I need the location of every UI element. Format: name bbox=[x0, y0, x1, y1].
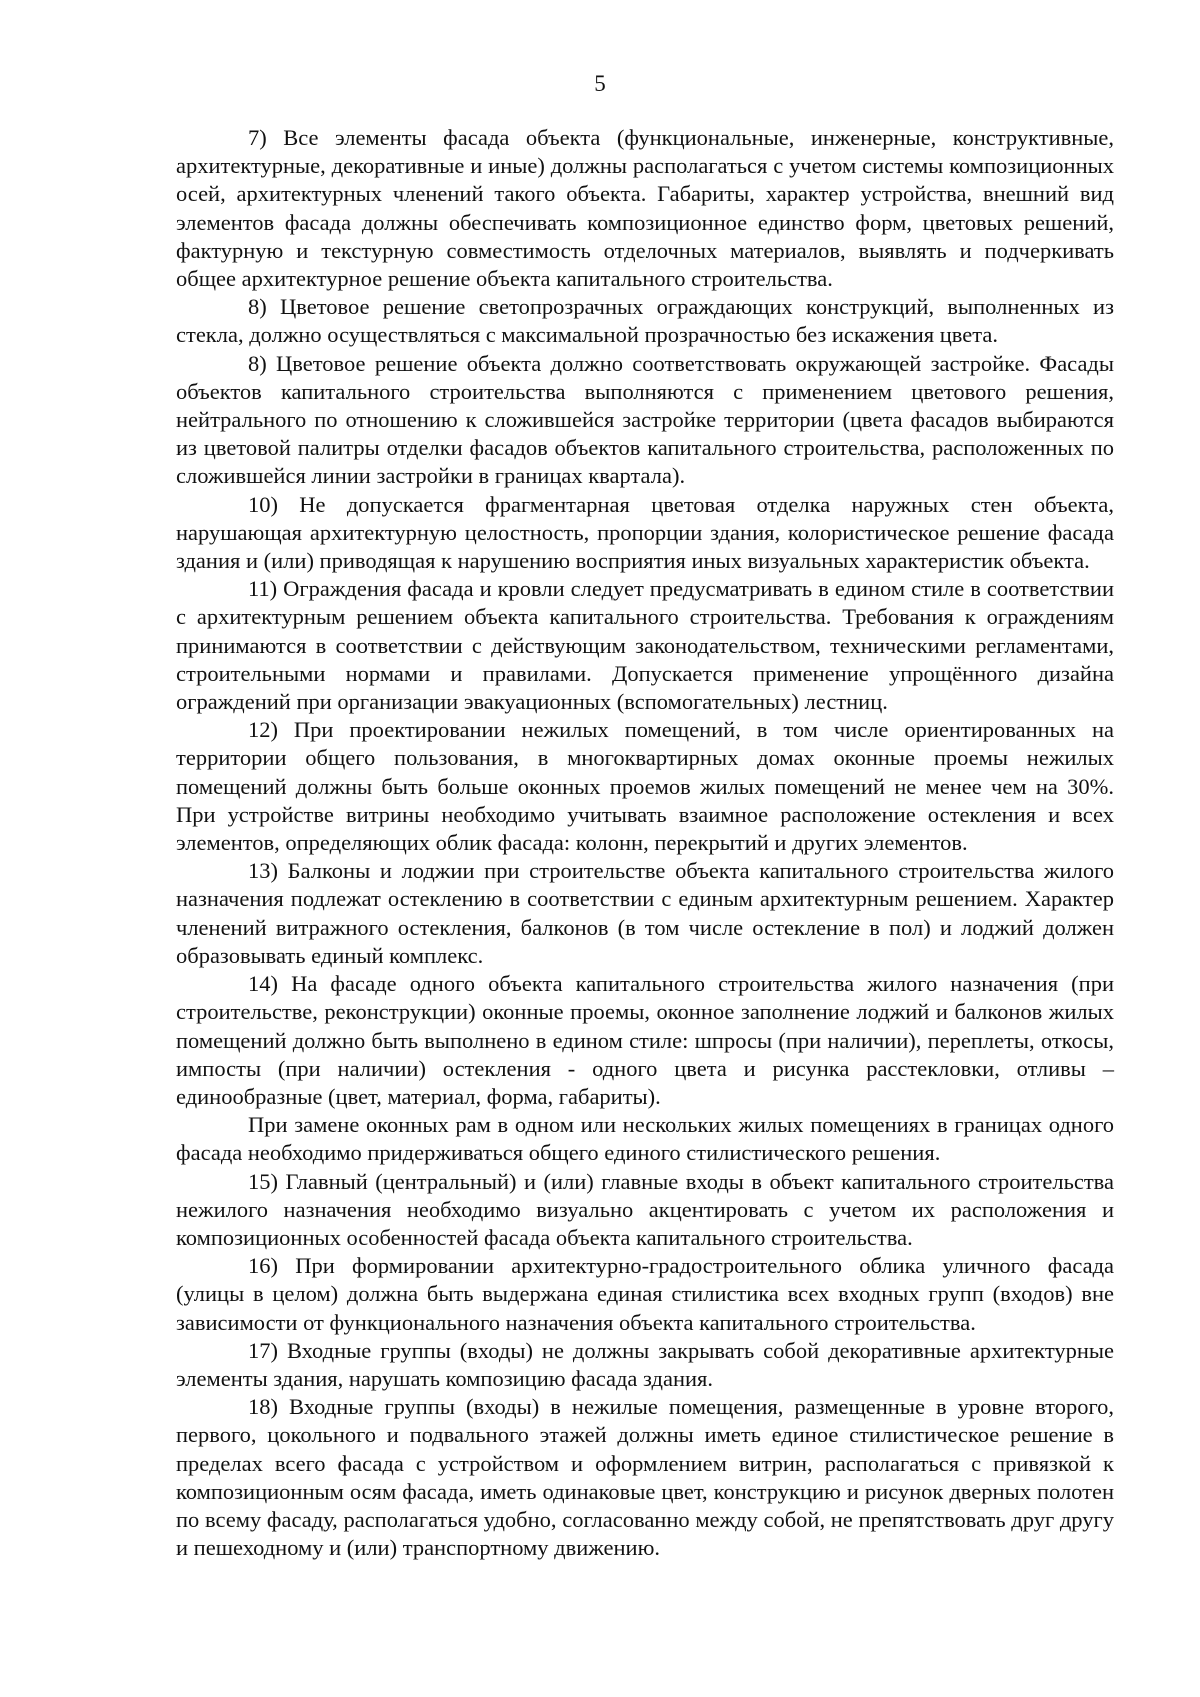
page-number: 5 bbox=[594, 71, 606, 96]
paragraph-window-replacement: При замене оконных рам в одном или нескольких жилых помещениях в границах одного фасада необходимо придерживаться общего единого стилистического решения. bbox=[176, 1112, 1114, 1166]
paragraph-item-10: 10) Не допускается фрагментарная цветовая отделка наружных стен объекта, нарушающая архитектурную целостность, пропорции здания, колористическое решение фасада здания и (или) приводящая к нарушению восприятия иных визуальных характеристик объекта. bbox=[176, 491, 1114, 574]
document-body bbox=[176, 124, 1114, 1562]
paragraph-item-11: 11) Ограждения фасада и кровли следует предусматривать в едином стиле в соответствии с архитектурным решением объекта капитального строительства. Требования к ограждениям принимаются в соответствии с действующим законодательством, техническими регламентами, строительными нормами и правилами. Допускается применение упрощённого дизайна ограждений при организации эвакуационных (вспомогательных) лестниц. bbox=[176, 576, 1114, 715]
paragraph-item-18: 18) Входные группы (входы) в нежилые помещения, размещенные в уровне второго, первого, цокольного и подвального этажей должны иметь единое стилистическое решение в пределах всего фасада с устройством и оформлением витрин, располагаться с привязкой к композиционным осям фасада, иметь одинаковые цвет, конструкцию и рисунок дверных полотен по всему фасаду, располагаться удобно, согласованно между собой, не препятствовать друг другу и пешеходному и (или) транспортному движению. bbox=[176, 1394, 1114, 1561]
paragraph-item-8-glazing: 8) Цветовое решение светопрозрачных ограждающих конструкций, выполненных из стекла, должно осуществляться с максимальной прозрачностью без искажения цвета. bbox=[176, 294, 1114, 348]
paragraph-item-14: 14) На фасаде одного объекта капитального строительства жилого назначения (при строительстве, реконструкции) оконные проемы, оконное заполнение лоджий и балконов жилых помещений должно быть выполнено в едином стиле: шпросы (при наличии), переплеты, откосы, импосты (при наличии) остекления - одного цвета и рисунка расстекловки, отливы – единообразные (цвет, материал, форма, габариты). bbox=[176, 971, 1114, 1109]
paragraph-item-15: 15) Главный (центральный) и (или) главные входы в объект капитального строительства нежилого назначения необходимо визуально акцентировать с учетом их расположения и композиционных особенностей фасада объекта капитального строительства. bbox=[176, 1168, 1114, 1250]
paragraph-item-13: 13) Балконы и лоджии при строительстве объекта капитального строительства жилого назначения подлежат остеклению в соответствии с единым архитектурным решением. Характер членений витражного остекления, балконов (в том числе остекление в пол) и лоджий должен образовывать единый комплекс. bbox=[176, 858, 1114, 968]
paragraph-item-7: 7) Все элементы фасада объекта (функциональные, инженерные, конструктивные, архитектурные, декоративные и иные) должны располагаться с учетом системы композиционных осей, архитектурных членений такого объекта. Габариты, характер устройства, внешний вид элементов фасада должны обеспечивать композиционное единство форм, цветовых решений, фактурную и текстурную совместимость отделочных материалов, выявлять и подчеркивать общее архитектурное решение объекта капитального строительства. bbox=[176, 125, 1114, 292]
paragraph-item-12: 12) При проектировании нежилых помещений, в том числе ориентированных на территории общего пользования, в многоквартирных домах оконные проемы нежилых помещений должны быть больше оконных проемов жилых помещений не менее чем на 30%. При устройстве витрины необходимо учитывать взаимное расположение остекления и всех элементов, определяющих облик фасада: колонн, перекрытий и других элементов. bbox=[176, 717, 1114, 856]
paragraph-item-16: 16) При формировании архитектурно-градостроительного облика уличного фасада (улицы в целом) должна быть выдержана единая стилистика всех входных групп (входов) вне зависимости от функционального назначения объекта капитального строительства. bbox=[176, 1253, 1114, 1335]
paragraph-item-8-color: 8) Цветовое решение объекта должно соответствовать окружающей застройке. Фасады объектов капитального строительства выполняются с применением цветового решения, нейтрального по отношению к сложившейся застройке территории (цвета фасадов выбираются из цветовой палитры отделки фасадов объектов капитального строительства, расположенных по сложившейся линии застройки в границах квартала). bbox=[176, 350, 1114, 489]
paragraph-item-17: 17) Входные группы (входы) не должны закрывать собой декоративные архитектурные элементы здания, нарушать композицию фасада здания. bbox=[176, 1337, 1114, 1391]
